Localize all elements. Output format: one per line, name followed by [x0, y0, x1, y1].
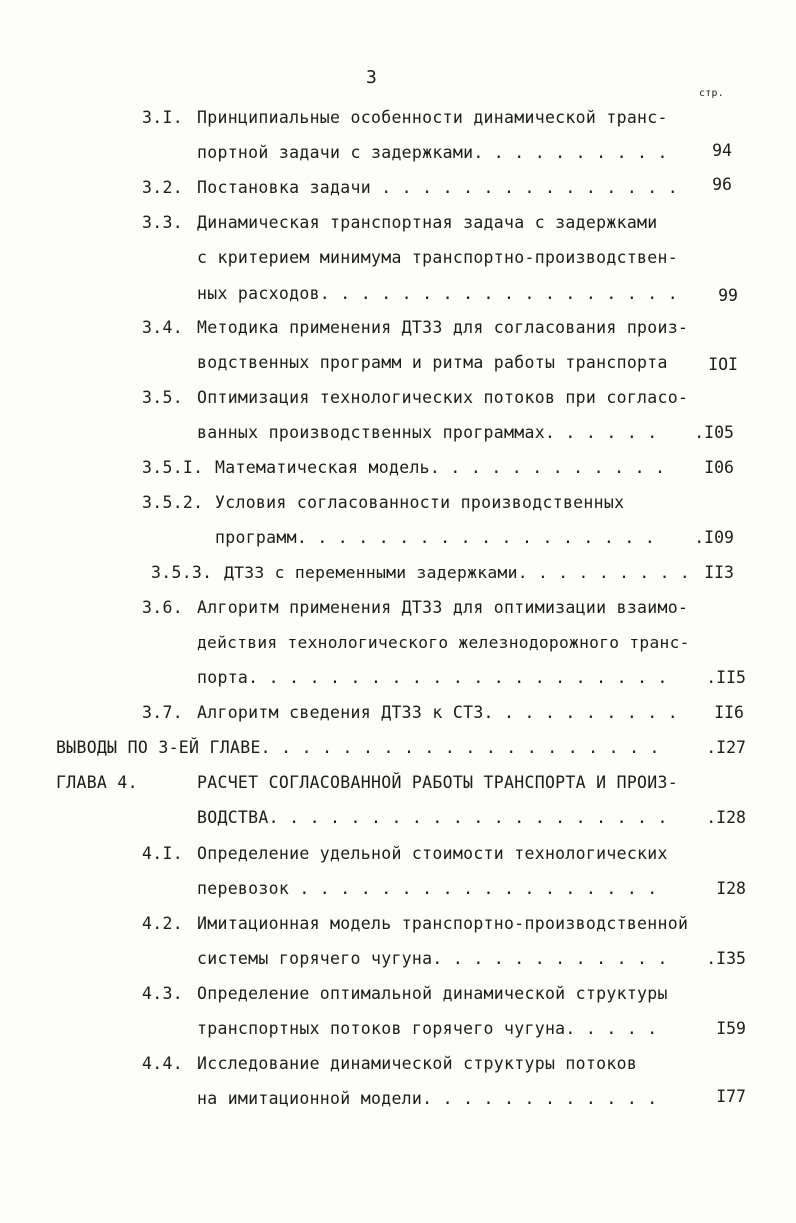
toc-entry-page: .II5 [706, 668, 746, 687]
toc-entry-title-line: программ. . . . . . . . . . . . . . . . . . [215, 528, 656, 547]
toc-entry-title-line: ВЫВОДЫ ПО 3-ЕЙ ГЛАВЕ. . . . . . . . . . . . . . . . . . . . [56, 738, 660, 757]
toc-entry-title-line: Определение удельной стоимости технологических [197, 844, 668, 863]
toc-entry-number: 3.6. [142, 598, 183, 617]
toc-entry-title-line: Методика применения ДТЗЗ для согласования произ- [197, 318, 689, 337]
toc-entry-page: 94 [712, 141, 732, 160]
toc-entry-title-line: Имитационная модель транспортно-производственной [197, 914, 689, 933]
toc-entry-page: .I35 [706, 949, 746, 968]
toc-entry-title-line: транспортных потоков горячего чугуна. . . . . [197, 1019, 658, 1038]
toc-entry-page: .I05 [694, 423, 734, 442]
toc-entry-number: 4.I. [142, 844, 183, 863]
toc-entry-number: 3.4. [142, 318, 183, 337]
toc-entry-title-line: ных расходов. . . . . . . . . . . . . . . . . . [197, 284, 678, 303]
toc-entry-number: 4.4. [142, 1054, 183, 1073]
toc-entry-number: ГЛАВА 4. [56, 773, 138, 792]
toc-entry-number: 4.2. [142, 914, 183, 933]
toc-entry-title-line: Алгоритм применения ДТЗЗ для оптимизации взаимо- [197, 598, 689, 617]
toc-entry-number: 3.I. [142, 108, 183, 127]
toc-entry-page: I28 [716, 879, 746, 898]
toc-entry-page: .I28 [706, 808, 746, 827]
toc-entry-number: 3.3. [142, 213, 183, 232]
toc-entry-page: IOI [708, 355, 738, 374]
toc-entry-title-line: РАСЧЕТ СОГЛАСОВАННОЙ РАБОТЫ ТРАНСПОРТА И ПРОИЗ- [197, 773, 678, 792]
toc-entry-page: II6 [714, 703, 744, 722]
toc-entry-title-line: с критерием минимума транспортно-производствен- [197, 248, 678, 267]
toc-entry-page: I77 [716, 1087, 746, 1106]
page-number: 3 [366, 67, 378, 88]
toc-entry-number: 3.5.I. [142, 458, 204, 477]
toc-entry-title-line: Условия согласованности производственных [215, 493, 625, 512]
toc-entry-page: I06 [704, 458, 734, 477]
toc-entry-title-line: Динамическая транспортная задача с задержками [197, 213, 658, 232]
page-column-label: стр. [699, 88, 724, 99]
toc-entry-page: 96 [712, 175, 732, 194]
toc-entry-page: 99 [718, 286, 738, 305]
toc-entry-title-line: ВОДСТВА. . . . . . . . . . . . . . . . . . . . [197, 808, 668, 827]
toc-entry-number: 3.5.3. [151, 563, 213, 582]
toc-entry-title-line: Исследование динамической структуры потоков [197, 1054, 638, 1073]
toc-entry-title-line: на имитационной модели. . . . . . . . . . . . [197, 1089, 658, 1108]
toc-entry-number: 3.7. [142, 703, 183, 722]
toc-entry-title-line: Принципиальные особенности динамической транс- [197, 108, 668, 127]
toc-entry-page: I59 [716, 1019, 746, 1038]
toc-entry-title-line: действия технологического железнодорожного транс- [197, 633, 690, 652]
toc-entry-title-line: порта. . . . . . . . . . . . . . . . . . . . . [197, 668, 668, 687]
toc-entry-title-line: Постановка задачи . . . . . . . . . . . . . . . [197, 178, 678, 197]
toc-entry-number: 3.5. [142, 388, 183, 407]
toc-entry-title-line: ДТЗЗ с переменными задержками. . . . . . . . . [224, 563, 690, 582]
toc-entry-title-line: Математическая модель. . . . . . . . . . . . [215, 458, 666, 477]
toc-entry-title-line: системы горячего чугуна. . . . . . . . . . . . [197, 949, 668, 968]
toc-entry-title-line: ванных производственных программах. . . . . . [197, 423, 658, 442]
toc-entry-title-line: Оптимизация технологических потоков при согласо- [197, 388, 689, 407]
toc-entry-page: .I27 [706, 738, 746, 757]
toc-entry-page: .I09 [694, 528, 734, 547]
toc-entry-title-line: Алгоритм сведения ДТЗЗ к СТЗ. . . . . . . . . . [197, 703, 678, 722]
toc-entry-page: II3 [704, 563, 734, 582]
toc-entry-title-line: Определение оптимальной динамической структуры [197, 984, 668, 1003]
toc-entry-number: 3.5.2. [142, 493, 204, 512]
toc-entry-title-line: водственных программ и ритма работы транспорта [197, 353, 668, 372]
toc-entry-title-line: портной задачи с задержками. . . . . . . . . . [197, 143, 668, 162]
toc-entry-title-line: перевозок . . . . . . . . . . . . . . . . . . [197, 879, 658, 898]
toc-entry-number: 3.2. [142, 178, 183, 197]
toc-entry-number: 4.3. [142, 984, 183, 1003]
